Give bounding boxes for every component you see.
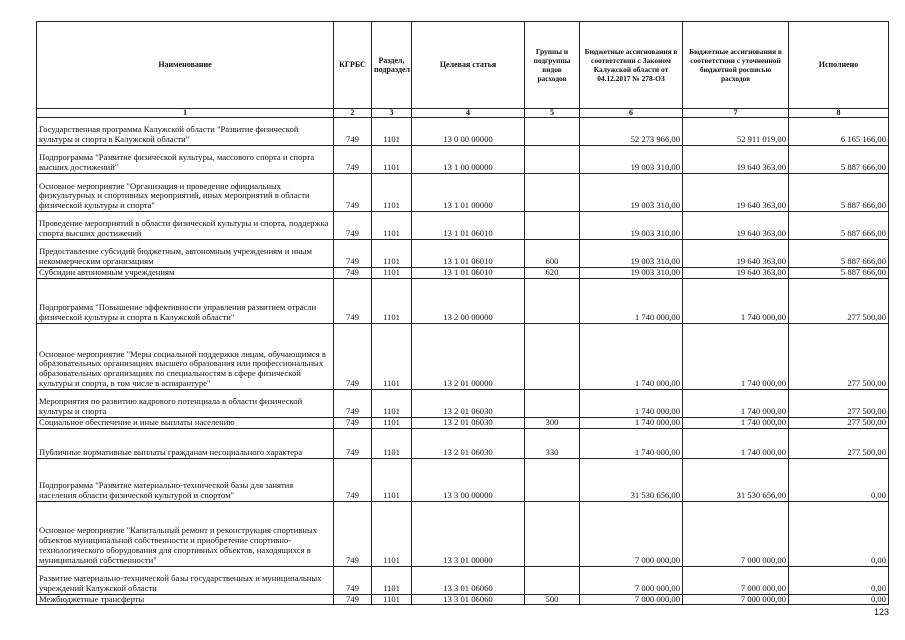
cell-law: 1 740 000,00	[580, 428, 683, 458]
cell-group	[525, 118, 580, 146]
cell-section: 1101	[372, 118, 412, 146]
cell-target: 13 1 01 06010	[412, 240, 525, 268]
header-refined: Бюджетные ассигнования в соответствии с уточненной бюджетной росписью расходов	[683, 22, 789, 109]
cell-section: 1101	[372, 458, 412, 501]
table-row	[37, 594, 889, 605]
cell-section: 1101	[372, 146, 412, 174]
cell-executed: 5 887 666,00	[789, 268, 889, 279]
cell-section: 1101	[372, 389, 412, 417]
cell-executed: 277 500,00	[789, 278, 889, 323]
cell-law: 7 000 000,00	[580, 566, 683, 594]
cell-section: 1101	[372, 212, 412, 240]
cell-law: 19 003 310,00	[580, 174, 683, 212]
cell-target: 13 1 00 00000	[412, 146, 525, 174]
cell-refined: 1 740 000,00	[683, 278, 789, 323]
cell-law: 1 740 000,00	[580, 417, 683, 428]
header-groups: Группы и подгруппы видов расходов	[525, 22, 580, 109]
cell-kgrbs: 749	[334, 268, 372, 279]
cell-executed: 277 500,00	[789, 389, 889, 417]
cell-group: 620	[525, 268, 580, 279]
cell-refined: 1 740 000,00	[683, 428, 789, 458]
cell-executed: 0,00	[789, 458, 889, 501]
cell-section: 1101	[372, 417, 412, 428]
cell-refined: 19 640 363,00	[683, 174, 789, 212]
cell-kgrbs: 749	[334, 389, 372, 417]
cell-refined: 19 640 363,00	[683, 240, 789, 268]
cell-kgrbs: 749	[334, 212, 372, 240]
cell-kgrbs: 749	[334, 501, 372, 566]
cell-law: 19 003 310,00	[580, 212, 683, 240]
cell-executed: 5 887 666,00	[789, 146, 889, 174]
cell-group	[525, 501, 580, 566]
cell-name: Предоставление субсидий бюджетным, автономным учреждениям и иным некоммерческим организациям	[37, 240, 334, 268]
cell-name: Проведение мероприятий в области физической культуры и спорта, поддержка спорта высших достижений	[37, 212, 334, 240]
header-kgrbs: КГРБС	[334, 22, 372, 109]
cell-refined: 31 530 656,00	[683, 458, 789, 501]
cell-target: 13 2 01 06030	[412, 389, 525, 417]
cell-refined: 1 740 000,00	[683, 417, 789, 428]
cell-name: Межбюджетные трансферты	[37, 594, 334, 605]
cell-kgrbs: 749	[334, 240, 372, 268]
cell-kgrbs: 749	[334, 118, 372, 146]
cell-section: 1101	[372, 278, 412, 323]
cell-group	[525, 323, 580, 389]
cell-law: 7 000 000,00	[580, 594, 683, 605]
table-row	[37, 389, 889, 417]
cell-executed: 277 500,00	[789, 323, 889, 389]
cell-name: Развитие материально-технической базы государственных и муниципальных учреждений Калужской области	[37, 566, 334, 594]
cell-target: 13 2 01 06030	[412, 428, 525, 458]
cell-section: 1101	[372, 240, 412, 268]
cell-kgrbs: 749	[334, 417, 372, 428]
cell-refined: 19 640 363,00	[683, 212, 789, 240]
page-number: 123	[873, 607, 889, 617]
cell-target: 13 1 01 00000	[412, 174, 525, 212]
cell-group	[525, 389, 580, 417]
cell-name: Государственная программа Калужской области "Развитие физической культуры и спорта в Калужской области"	[37, 118, 334, 146]
cell-refined: 52 911 019,00	[683, 118, 789, 146]
table-row	[37, 417, 889, 428]
cell-executed: 6 165 166,00	[789, 118, 889, 146]
cell-kgrbs: 749	[334, 566, 372, 594]
budget-table	[36, 21, 889, 605]
cell-section: 1101	[372, 268, 412, 279]
cell-target: 13 3 01 00000	[412, 501, 525, 566]
table-row	[37, 458, 889, 501]
header-target: Целевая статья	[412, 22, 525, 109]
table-body	[37, 118, 889, 605]
cell-section: 1101	[372, 501, 412, 566]
table-row	[37, 118, 889, 146]
table-row	[37, 428, 889, 458]
table-row	[37, 174, 889, 212]
cell-refined: 7 000 000,00	[683, 566, 789, 594]
cell-executed: 0,00	[789, 566, 889, 594]
cell-name: Подпрограмма "Развитие физической культуры, массового спорта и спорта высших достижений"	[37, 146, 334, 174]
cell-executed: 5 887 666,00	[789, 240, 889, 268]
cell-law: 1 740 000,00	[580, 389, 683, 417]
cell-group: 330	[525, 428, 580, 458]
cell-executed: 0,00	[789, 594, 889, 605]
cell-section: 1101	[372, 174, 412, 212]
cell-target: 13 2 00 00000	[412, 278, 525, 323]
header-section: Раздел, подраздел	[372, 22, 412, 109]
cell-group	[525, 566, 580, 594]
cell-law: 1 740 000,00	[580, 278, 683, 323]
cell-refined: 1 740 000,00	[683, 323, 789, 389]
cell-name: Основное мероприятие "Капитальный ремонт и реконструкция спортивных объектов муниципальной собственности и приобретение спортивно-технологического оборудования для спортивных объектов, находящихся в муниципальной собственности"	[37, 501, 334, 566]
cell-kgrbs: 749	[334, 174, 372, 212]
cell-kgrbs: 749	[334, 323, 372, 389]
cell-name: Мероприятия по развитию кадрового потенциала в области физической культуры и спорта	[37, 389, 334, 417]
table-row	[37, 212, 889, 240]
column-number: 5	[525, 109, 580, 118]
cell-kgrbs: 749	[334, 428, 372, 458]
cell-group	[525, 174, 580, 212]
cell-group: 500	[525, 594, 580, 605]
column-number: 3	[372, 109, 412, 118]
cell-law: 1 740 000,00	[580, 323, 683, 389]
cell-kgrbs: 749	[334, 594, 372, 605]
cell-target: 13 2 01 06030	[412, 417, 525, 428]
table-row	[37, 240, 889, 268]
cell-group	[525, 458, 580, 501]
cell-group	[525, 146, 580, 174]
cell-law: 31 530 656,00	[580, 458, 683, 501]
cell-target: 13 2 01 00000	[412, 323, 525, 389]
column-number: 7	[683, 109, 789, 118]
cell-section: 1101	[372, 323, 412, 389]
cell-target: 13 0 00 00000	[412, 118, 525, 146]
cell-name: Подпрограмма "Повышение эффективности управления развитием отрасли физической культуры и спорта в Калужской области"	[37, 278, 334, 323]
cell-kgrbs: 749	[334, 458, 372, 501]
header-row	[37, 22, 889, 109]
cell-refined: 19 640 363,00	[683, 268, 789, 279]
cell-target: 13 3 01 06060	[412, 594, 525, 605]
cell-law: 19 003 310,00	[580, 268, 683, 279]
column-number: 2	[334, 109, 372, 118]
cell-law: 19 003 310,00	[580, 146, 683, 174]
cell-kgrbs: 749	[334, 278, 372, 323]
cell-section: 1101	[372, 566, 412, 594]
table-row	[37, 566, 889, 594]
cell-name: Подпрограмма "Развитие материально-технической базы для занятия населения области физической культурой и спортом"	[37, 458, 334, 501]
cell-executed: 5 887 666,00	[789, 174, 889, 212]
table-row	[37, 268, 889, 279]
header-executed: Исполнено	[789, 22, 889, 109]
cell-group	[525, 278, 580, 323]
cell-refined: 7 000 000,00	[683, 594, 789, 605]
cell-target: 13 3 00 00000	[412, 458, 525, 501]
cell-law: 52 273 966,00	[580, 118, 683, 146]
cell-law: 7 000 000,00	[580, 501, 683, 566]
table-row	[37, 501, 889, 566]
cell-target: 13 3 01 06060	[412, 566, 525, 594]
column-number: 1	[37, 109, 334, 118]
cell-target: 13 1 01 06010	[412, 268, 525, 279]
cell-section: 1101	[372, 594, 412, 605]
cell-name: Социальное обеспечение и иные выплаты населению	[37, 417, 334, 428]
cell-name: Субсидии автономным учреждениям	[37, 268, 334, 279]
cell-section: 1101	[372, 428, 412, 458]
header-law: Бюджетные ассигнования в соответствии с Законом Калужской области от 04.12.2017 № 278-ОЗ	[580, 22, 683, 109]
cell-refined: 19 640 363,00	[683, 146, 789, 174]
cell-executed: 5 887 666,00	[789, 212, 889, 240]
cell-group: 300	[525, 417, 580, 428]
cell-executed: 277 500,00	[789, 417, 889, 428]
cell-law: 19 003 310,00	[580, 240, 683, 268]
cell-executed: 277 500,00	[789, 428, 889, 458]
cell-group	[525, 212, 580, 240]
column-number: 6	[580, 109, 683, 118]
column-number: 4	[412, 109, 525, 118]
cell-kgrbs: 749	[334, 146, 372, 174]
column-number: 8	[789, 109, 889, 118]
cell-name: Публичные нормативные выплаты гражданам несоциального характера	[37, 428, 334, 458]
cell-executed: 0,00	[789, 501, 889, 566]
cell-refined: 7 000 000,00	[683, 501, 789, 566]
table-row	[37, 278, 889, 323]
cell-refined: 1 740 000,00	[683, 389, 789, 417]
cell-name: Основное мероприятие "Меры социальной поддержки лицам, обучающимся в образовательных организациях высшего образования или профессиональных образовательных организациях по специальностям в сфере физической культуры и спорта, в том числе в аспирантуре"	[37, 323, 334, 389]
cell-target: 13 1 01 06010	[412, 212, 525, 240]
cell-group: 600	[525, 240, 580, 268]
cell-name: Основное мероприятие "Организация и проведение официальных физкультурных и спортивных мероприятий, иных мероприятий в области физической культуры и спорта"	[37, 174, 334, 212]
table-row	[37, 146, 889, 174]
table-row	[37, 323, 889, 389]
header-name: Наименование	[37, 22, 334, 109]
column-numbers-row	[37, 109, 889, 118]
